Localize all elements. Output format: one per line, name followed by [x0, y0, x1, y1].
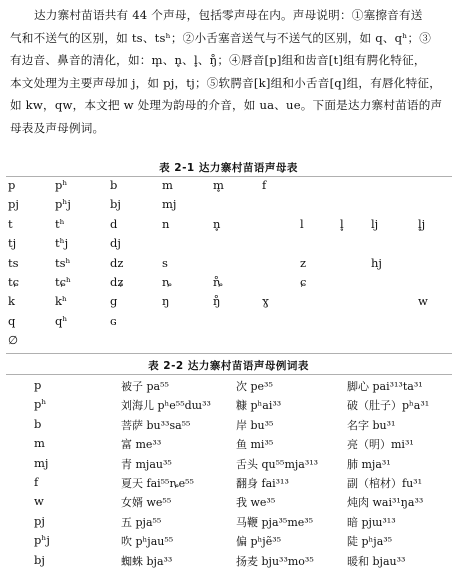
initial-cell: l̥ — [340, 216, 344, 231]
example-word-cell: 名字 bu³¹ — [347, 418, 396, 432]
initial-cell: tj — [8, 236, 17, 251]
initial-cell: ∅ — [8, 333, 19, 348]
example-word-cell: 次 pe³⁵ — [236, 380, 273, 393]
example-word-cell: 夏天 fai⁵⁵ȵe⁵⁵ — [121, 477, 194, 490]
initial-cell: d — [110, 216, 118, 231]
paragraph-line: 如 kw，qw，本文把 w 处理为韵母的介音，如 ua、ue。下面是达力寨村苗语的声 — [10, 98, 443, 113]
initial-cell: t — [8, 216, 13, 231]
example-word-cell: 翻身 fai³¹³ — [236, 477, 289, 490]
example-word-cell: 岸 bu³⁵ — [236, 418, 274, 432]
example-word-cell: 蜘蛛 bja³³ — [121, 554, 173, 568]
initial-cell: ŋ — [162, 294, 170, 309]
example-word-cell: 富 me³³ — [121, 438, 162, 452]
example-word-cell: 陡 pʰja³⁵ — [347, 535, 393, 549]
paragraph-line: 母表及声母例词。 — [10, 120, 105, 135]
example-word-cell: 菩萨 bu³³sa⁵⁵ — [121, 418, 191, 432]
table-row — [0, 553, 457, 575]
initial-cell: l̥j — [418, 216, 426, 231]
initial-cell: pj — [8, 197, 19, 212]
example-word-cell: 女婿 we⁵⁵ — [121, 496, 172, 510]
example-word-cell: 马鞭 pja³⁵me³⁵ — [236, 515, 314, 529]
initial-cell: tɕ — [8, 275, 20, 289]
initial-cell: ȵ̊ — [213, 275, 223, 289]
initial-cell: mj — [34, 455, 49, 470]
table1-top-rule — [6, 176, 452, 177]
initial-cell: m̥ — [213, 178, 224, 192]
example-word-cell: 扬麦 bju³³mo³⁵ — [236, 554, 314, 568]
initial-cell: tʰj — [55, 236, 69, 251]
example-word-cell: 舌头 qu⁵⁵mja³¹³ — [236, 457, 319, 471]
example-word-cell: 副（棺材）fu³¹ — [347, 477, 422, 490]
initial-cell: tʰ — [55, 216, 65, 231]
paragraph-line: 气和不送气的区别，如 ts、tsʰ；②小舌塞音送气与不送气的区别，如 q、qʰ；③ — [10, 30, 432, 45]
initial-cell: tsʰ — [55, 255, 71, 270]
initial-cell: hj — [371, 255, 382, 270]
initial-cell: l — [300, 216, 304, 231]
example-word-cell: 亮（明）mi³¹ — [347, 438, 414, 452]
initial-cell: p — [8, 178, 16, 192]
initial-cell: dʑ — [110, 275, 124, 289]
initial-cell: mj — [162, 197, 177, 212]
paragraph-line: 有边音、鼻音的清化，如：m̥、n̥、l̥、ŋ̊；④唇音[p]组和齿音[t]组有腭化特征， — [10, 53, 426, 68]
example-word-cell: 破（肚子）pʰa³¹ — [347, 399, 430, 413]
table2-top-rule — [6, 374, 452, 375]
initial-cell: b — [110, 178, 118, 192]
initial-cell: pʰj — [55, 197, 71, 212]
paragraph-line: 本文处理为主要声母加 j，如 pj，tj；⑤软腭音[k]组和小舌音[q]组，有唇化特征， — [10, 75, 441, 90]
example-word-cell: 青 mjau³⁵ — [121, 457, 172, 471]
initial-cell: tɕʰ — [55, 275, 72, 289]
table1-title: 表 2-1 达力寨村苗语声母表 — [159, 162, 298, 174]
example-word-cell: 偏 pʰjẽ³⁵ — [236, 535, 282, 549]
initial-cell: w — [34, 494, 44, 509]
paragraph-line: 达力寨村苗语共有 44 个声母，包括零声母在内。声母说明：①塞擦音有送 — [34, 8, 423, 22]
initial-cell: b — [34, 416, 42, 431]
example-word-cell: 吹 pʰjau⁵⁵ — [121, 535, 174, 549]
initial-cell: ts — [8, 255, 19, 270]
initial-cell: qʰ — [55, 313, 68, 328]
initial-cell: g — [110, 294, 118, 309]
initial-cell: w — [418, 294, 428, 309]
initial-cell: n̥ — [213, 216, 221, 231]
example-word-cell: 五 pja⁵⁵ — [121, 515, 162, 529]
initial-cell: kʰ — [55, 294, 67, 309]
initial-cell: ȵ — [162, 275, 172, 289]
example-word-cell: 暗 pjɯ³¹³ — [347, 515, 396, 529]
initial-cell: ɣ — [262, 294, 269, 309]
example-word-cell: 炖肉 wai³¹ŋa³³ — [347, 496, 424, 510]
initial-cell: m — [162, 178, 173, 192]
initial-cell: p — [34, 378, 42, 392]
initial-cell: f — [262, 178, 267, 192]
example-word-cell: 暖和 bjau³³ — [347, 554, 406, 568]
initial-cell: dz — [110, 255, 124, 270]
initial-cell: pʰ — [55, 178, 68, 192]
initial-cell: k — [8, 294, 15, 309]
initial-cell: pʰ — [34, 397, 47, 412]
example-word-cell: 脚心 pai³¹³ta³¹ — [347, 380, 423, 393]
initial-cell: dj — [110, 236, 121, 251]
example-word-cell: 肺 mja³¹ — [347, 457, 391, 471]
table2-title: 表 2-2 达力寨村苗语声母例词表 — [148, 360, 309, 372]
table-row — [0, 333, 457, 355]
initial-cell: lj — [371, 216, 379, 231]
intro-paragraph — [10, 4, 450, 140]
initial-cell: f — [34, 475, 39, 489]
initial-cell: m — [34, 436, 45, 451]
initial-cell: n — [162, 216, 170, 231]
initial-cell: ɢ — [110, 313, 117, 328]
example-word-cell: 鱼 mi³⁵ — [236, 438, 274, 452]
initial-cell: ŋ̊ — [213, 294, 221, 309]
example-word-cell: 刘海儿 pʰe⁵⁵dɯ³³ — [121, 399, 211, 413]
initial-cell: bj — [110, 197, 121, 212]
example-word-cell: 我 we³⁵ — [236, 496, 276, 510]
table1-bottom-rule — [6, 353, 452, 354]
initial-cell: ɕ — [300, 275, 307, 289]
example-word-cell: 被子 pa⁵⁵ — [121, 380, 169, 393]
example-word-cell: 糠 pʰai³³ — [236, 399, 282, 413]
initial-cell: pj — [34, 513, 45, 528]
initial-cell: bj — [34, 552, 45, 567]
initial-cell: z — [300, 255, 307, 270]
initial-cell: q — [8, 313, 16, 328]
initial-cell: s — [162, 255, 168, 270]
initial-cell: pʰj — [34, 533, 50, 548]
